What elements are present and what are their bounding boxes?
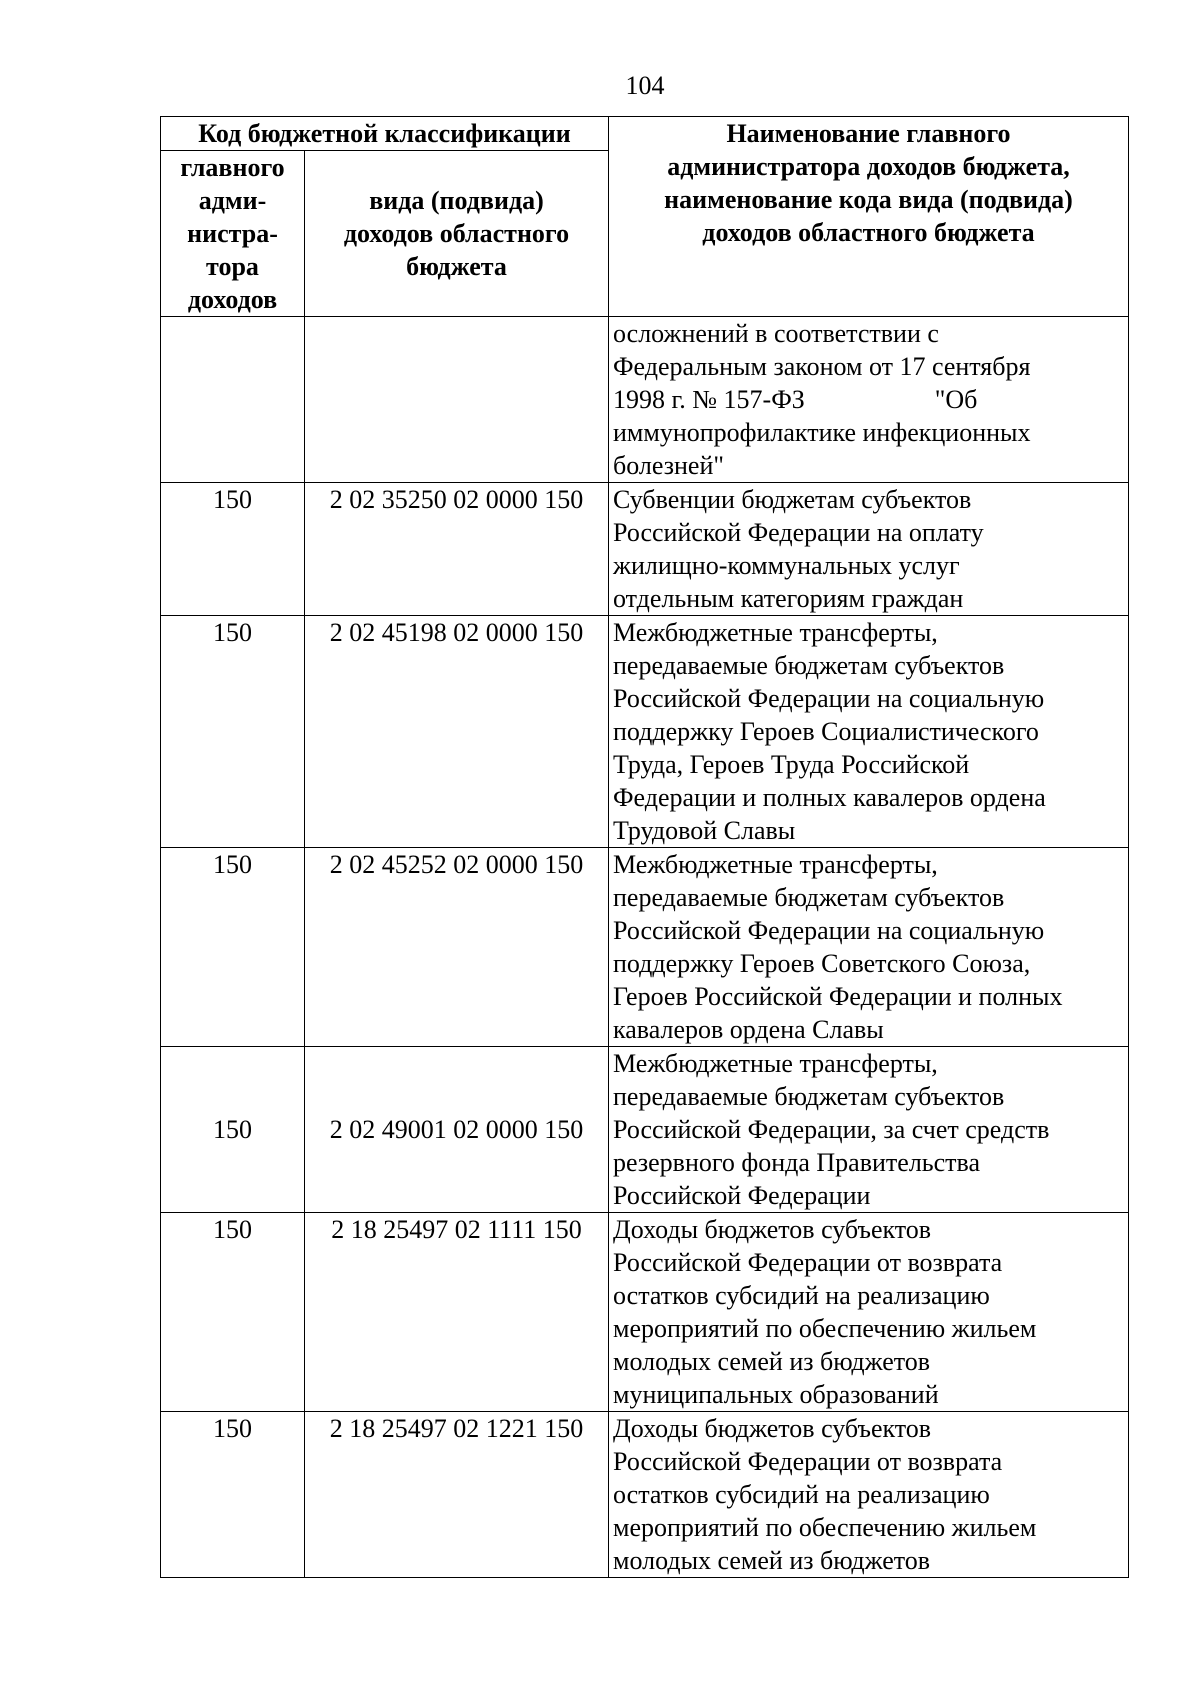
- table-row: [161, 1412, 1129, 1578]
- income-name-cell: [609, 616, 1129, 848]
- admin-column-header: [161, 151, 305, 317]
- name-line: остатков субсидий на реализацию: [613, 1480, 990, 1509]
- name-line: передаваемые бюджетам субъектов: [613, 883, 1005, 912]
- admin-code-cell: 150: [161, 848, 305, 1047]
- admin-code-cell: 150: [161, 483, 305, 616]
- header-line: Наименование главного: [726, 119, 1011, 148]
- name-line: остатков субсидий на реализацию: [613, 1281, 990, 1310]
- name-line: Федеральным законом от 17 сентября: [613, 352, 1031, 381]
- header-line: доходов областного бюджета: [702, 218, 1035, 247]
- name-line: Трудовой Славы: [613, 816, 796, 845]
- income-code-cell: [305, 317, 609, 483]
- income-code-cell: 2 02 49001 02 0000 150: [305, 1047, 609, 1213]
- name-line: болезней": [613, 451, 724, 480]
- table-row: [161, 1213, 1129, 1412]
- table-row: [161, 616, 1129, 848]
- name-line: мероприятий по обеспечению жильем: [613, 1513, 1037, 1542]
- table-row: [161, 317, 1129, 483]
- table-row: [161, 483, 1129, 616]
- name-line: поддержку Героев Советского Союза,: [613, 949, 1031, 978]
- name-line: Российской Федерации от возврата: [613, 1248, 1003, 1277]
- name-line: Российской Федерации от возврата: [613, 1447, 1003, 1476]
- code-column-header: [305, 151, 609, 317]
- name-line: Российской Федерации на социальную: [613, 916, 1045, 945]
- name-line: Российской Федерации на социальную: [613, 684, 1045, 713]
- header-line: вида (подвида): [369, 186, 544, 215]
- name-line: Федерации и полных кавалеров ордена: [613, 783, 1046, 812]
- name-line: Труда, Героев Труда Российской: [613, 750, 970, 779]
- name-line: поддержку Героев Социалистического: [613, 717, 1039, 746]
- header-line: доходов: [187, 285, 278, 314]
- name-line: 1998 г. № 157-ФЗ "Об: [613, 385, 978, 414]
- name-line: молодых семей из бюджетов: [613, 1546, 931, 1575]
- page-number: 104: [625, 71, 665, 100]
- income-name-cell: [609, 1412, 1129, 1578]
- table-body: [161, 317, 1129, 1578]
- name-line: мероприятий по обеспечению жильем: [613, 1314, 1037, 1343]
- table-row: [161, 1047, 1129, 1213]
- header-line: тора: [206, 252, 259, 281]
- name-line: осложнений в соответствии с: [613, 319, 939, 348]
- admin-code-cell: 150: [161, 1047, 305, 1213]
- name-line: иммунопрофилактике инфекционных: [613, 418, 1031, 447]
- income-code-cell: 2 18 25497 02 1111 150: [305, 1213, 609, 1412]
- name-line: молодых семей из бюджетов: [613, 1347, 931, 1376]
- income-code-cell: 2 02 45198 02 0000 150: [305, 616, 609, 848]
- group-header: Код бюджетной классификации: [161, 117, 609, 151]
- name-line: Доходы бюджетов субъектов: [613, 1215, 932, 1244]
- name-line: отдельным категориям граждан: [613, 584, 964, 613]
- admin-code-cell: 150: [161, 616, 305, 848]
- admin-code-cell: 150: [161, 1213, 305, 1412]
- income-name-cell: [609, 317, 1129, 483]
- income-code-cell: 2 02 45252 02 0000 150: [305, 848, 609, 1047]
- name-line: жилищно-коммунальных услуг: [613, 551, 960, 580]
- admin-code-cell: 150: [161, 1412, 305, 1578]
- header-line: администратора доходов бюджета,: [667, 152, 1070, 181]
- name-line: Доходы бюджетов субъектов: [613, 1414, 932, 1443]
- name-line: муниципальных образований: [613, 1380, 939, 1409]
- header-line: адми-: [198, 186, 267, 215]
- budget-classification-table: [160, 116, 1129, 1578]
- name-line: Российской Федерации, за счет средств: [613, 1115, 1050, 1144]
- name-line: Российской Федерации: [613, 1181, 871, 1210]
- income-name-cell: [609, 1213, 1129, 1412]
- header-line: доходов областного: [343, 219, 570, 248]
- table-header: [161, 117, 1129, 317]
- header-line: наименование кода вида (подвида): [664, 185, 1073, 214]
- name-line: передаваемые бюджетам субъектов: [613, 1082, 1005, 1111]
- income-code-cell: 2 18 25497 02 1221 150: [305, 1412, 609, 1578]
- table-row: [161, 848, 1129, 1047]
- income-name-cell: [609, 483, 1129, 616]
- admin-code-cell: [161, 317, 305, 483]
- name-line: кавалеров ордена Славы: [613, 1015, 884, 1044]
- name-line: передаваемые бюджетам субъектов: [613, 651, 1005, 680]
- name-line: Российской Федерации на оплату: [613, 518, 984, 547]
- name-line: Межбюджетные трансферты,: [613, 618, 938, 647]
- header-line: нистра-: [187, 219, 278, 248]
- name-line: Межбюджетные трансферты,: [613, 850, 938, 879]
- name-column-header: [609, 117, 1129, 317]
- header-line: бюджета: [406, 252, 507, 281]
- name-line: резервного фонда Правительства: [613, 1148, 981, 1177]
- name-line: Субвенции бюджетам субъектов: [613, 485, 972, 514]
- name-line: Межбюджетные трансферты,: [613, 1049, 938, 1078]
- income-name-cell: [609, 848, 1129, 1047]
- income-name-cell: [609, 1047, 1129, 1213]
- header-line: главного: [180, 153, 285, 182]
- income-code-cell: 2 02 35250 02 0000 150: [305, 483, 609, 616]
- name-line: Героев Российской Федерации и полных: [613, 982, 1063, 1011]
